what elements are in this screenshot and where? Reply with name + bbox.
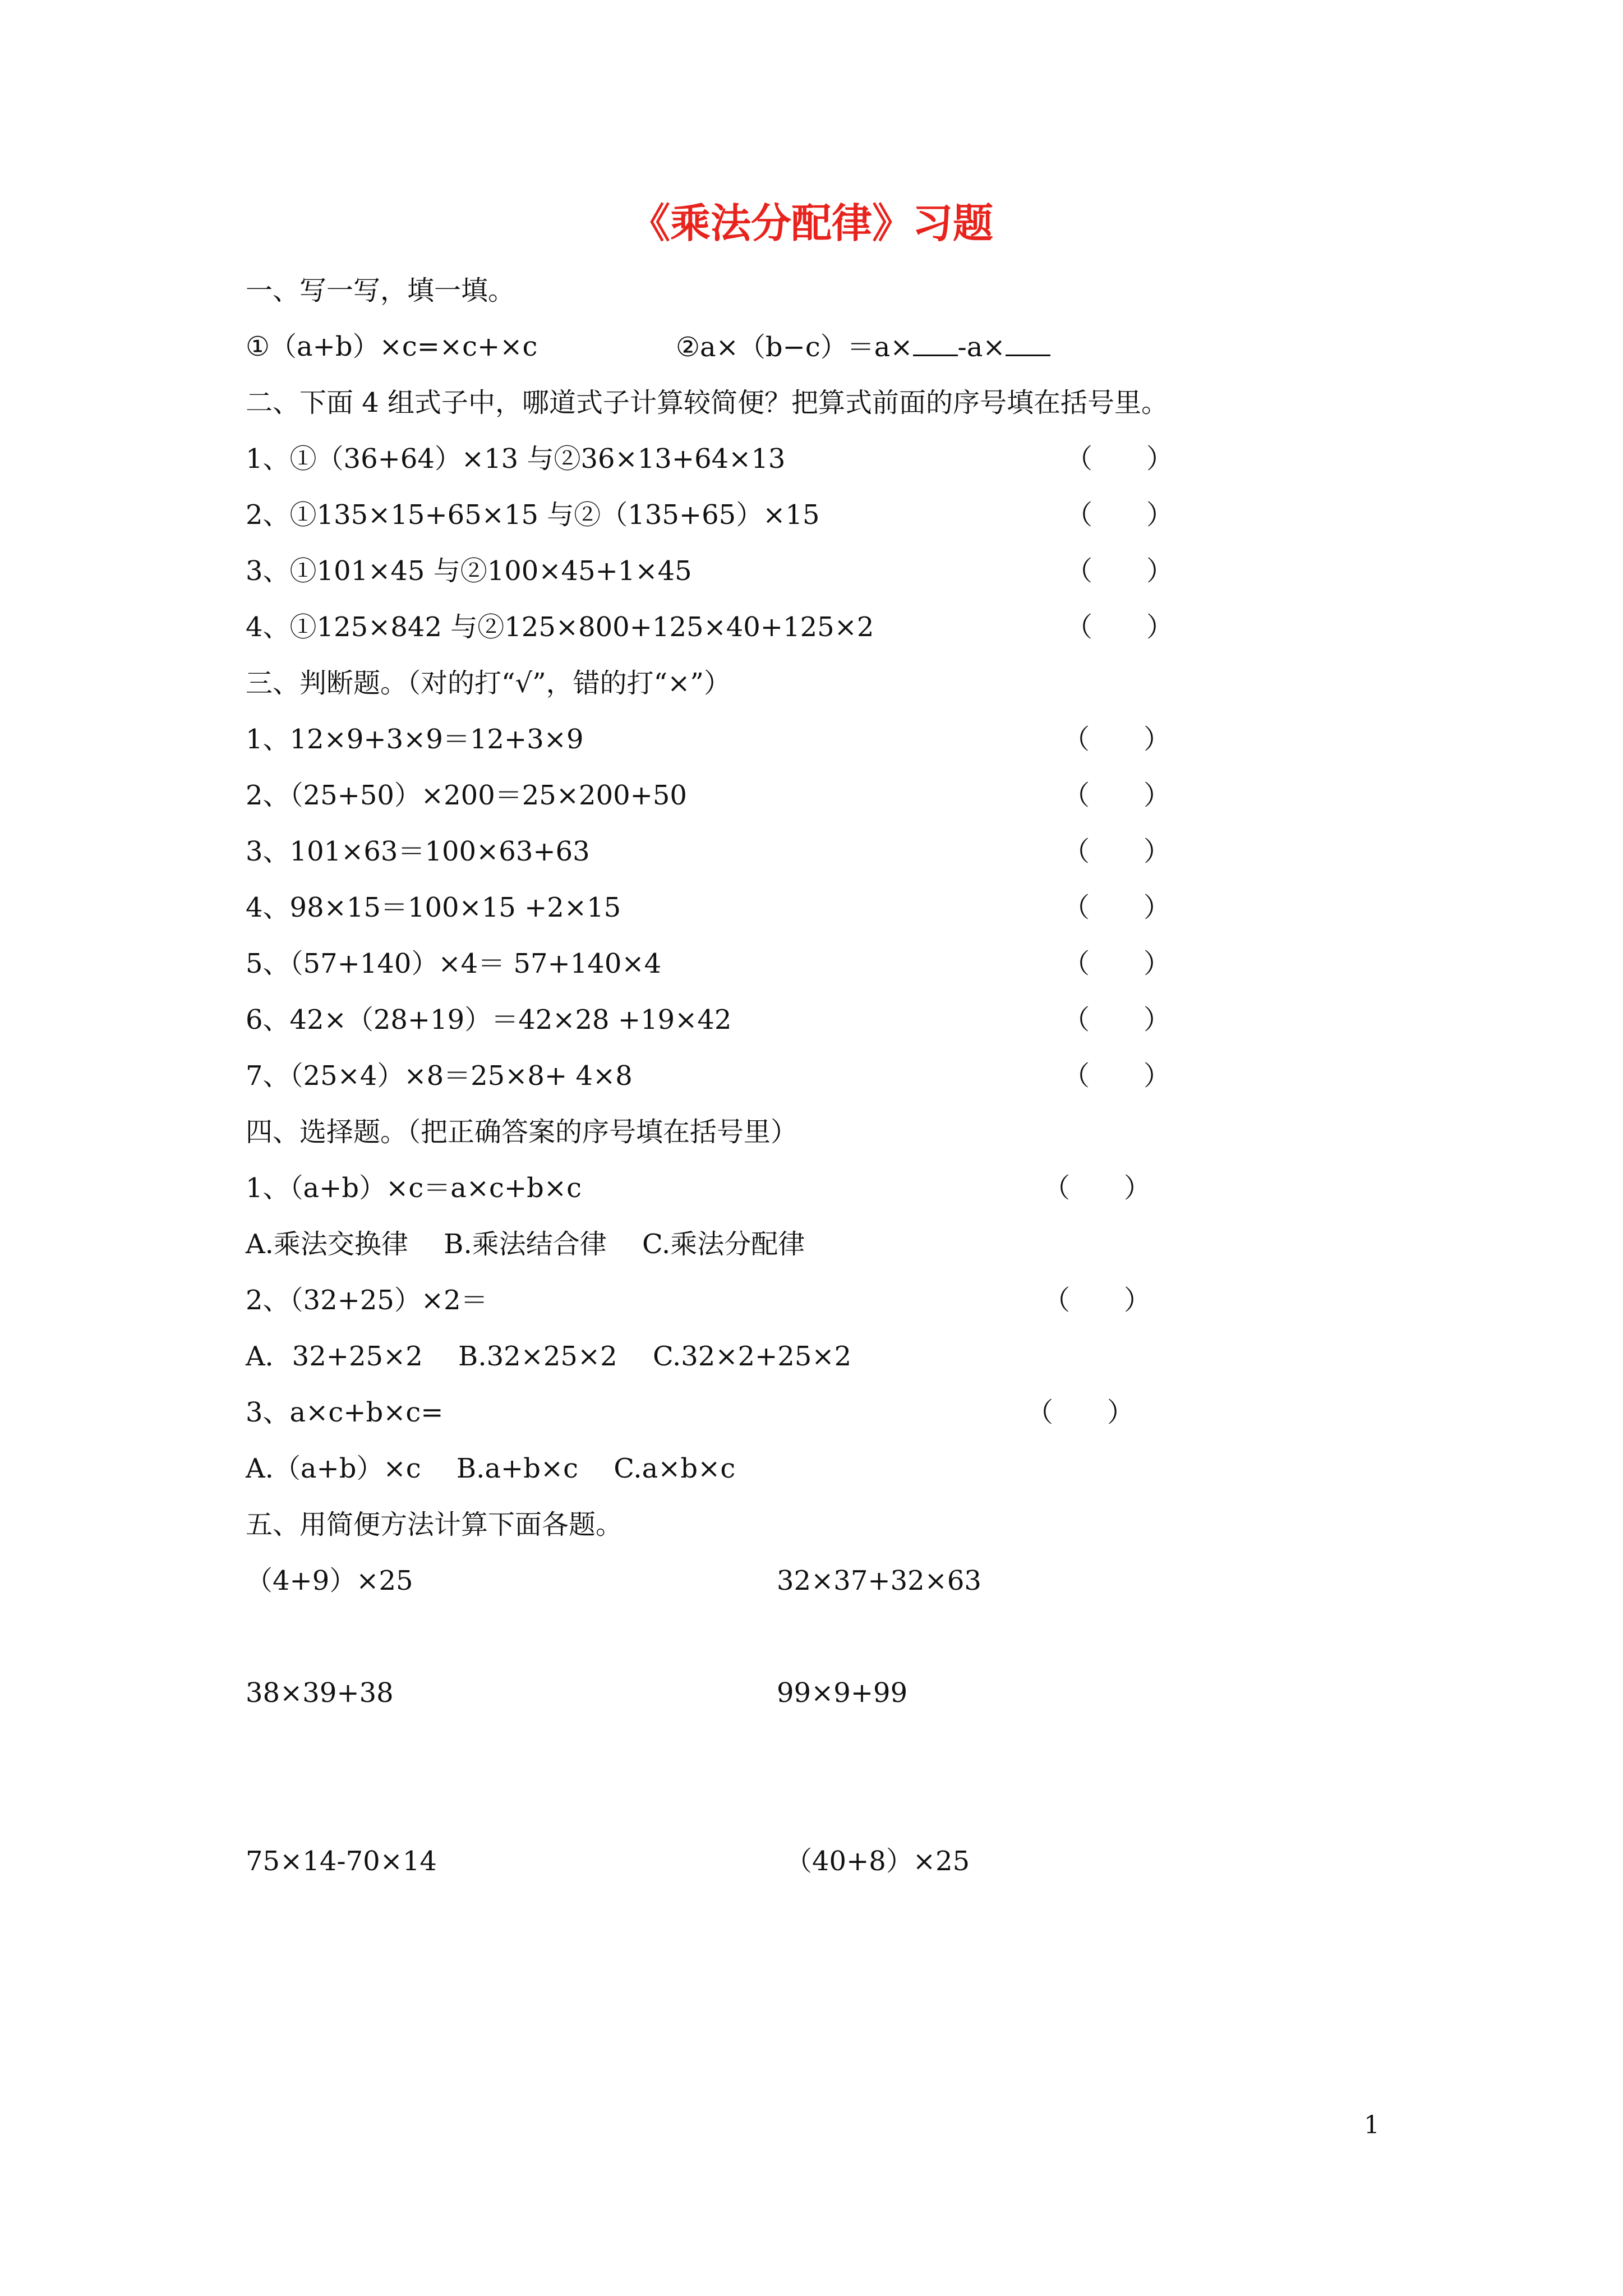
page-title: 《乘法分配律》习题 [629,200,993,247]
answer-paren[interactable]: （ ） [1063,948,1171,979]
section5-heading: 五、用简便方法计算下面各题。 [246,1509,623,1540]
answer-paren[interactable]: （ ） [1066,555,1174,587]
calc-problem-1: （4+9）×25 [246,1565,413,1596]
calc-problem-4: 99×9+99 [777,1677,908,1709]
section4-q1: 1、（a+b）×c＝a×c+b×c [246,1172,582,1204]
section4-q3-options: A.（a+b）×c B.a+b×c C.a×b×c [246,1453,736,1484]
answer-paren[interactable]: （ ） [1066,443,1174,475]
page-number: 1 [1364,2111,1380,2139]
fill-blank[interactable] [913,330,958,356]
section3-heading: 三、判断题。（对的打“√”，错的打“×”） [246,668,731,699]
section2-item-4: 4、①125×842 与②125×800+125×40+125×2 [246,611,874,643]
fill-blank[interactable] [1006,330,1050,356]
section4-q1-options: A.乘法交换律 B.乘法结合律 C.乘法分配律 [246,1228,805,1260]
answer-paren[interactable]: （ ） [1043,1285,1151,1316]
answer-paren[interactable]: （ ） [1063,836,1171,867]
section3-item-4: 4、98×15＝100×15 +2×15 [246,892,621,923]
section2-item-1: 1、①（36+64）×13 与②36×13+64×13 [246,443,786,475]
section3-item-7: 7、（25×4）×8＝25×8+ 4×8 [246,1060,633,1092]
section4-q2-options: A．32+25×2 B.32×25×2 C.32×2+25×2 [246,1341,852,1372]
calc-problem-6: （40+8）×25 [785,1846,970,1877]
answer-paren[interactable]: （ ） [1066,499,1174,531]
section1-item2-prefix: ②a×（b−c）＝a× [676,332,913,363]
section3-item-2: 2、（25+50）×200＝25×200+50 [246,780,687,811]
answer-paren[interactable]: （ ） [1043,1172,1151,1204]
section4-q3: 3、a×c+b×c= [246,1397,444,1428]
calc-problem-3: 38×39+38 [246,1677,394,1709]
section3-item-5: 5、（57+140）×4＝ 57+140×4 [246,948,662,979]
section3-item-1: 1、12×9+3×9＝12+3×9 [246,724,584,755]
section2-heading: 二、下面 4 组式子中，哪道式子计算较简便？把算式前面的序号填在括号里。 [246,387,1169,418]
section1-item1: ①（a+b）×c=×c+×c [246,331,538,362]
section2-item-3: 3、①101×45 与②100×45+1×45 [246,555,692,587]
section3-item-6: 6、42×（28+19）＝42×28 +19×42 [246,1004,732,1036]
section1-heading: 一、写一写，填一填。 [246,275,515,306]
section3-item-3: 3、101×63＝100×63+63 [246,836,590,867]
answer-paren[interactable]: （ ） [1063,1060,1171,1092]
section2-item-2: 2、①135×15+65×15 与②（135+65）×15 [246,499,820,531]
section1-item2 [676,330,1050,364]
answer-paren[interactable]: （ ） [1063,780,1171,811]
answer-paren[interactable]: （ ） [1063,724,1171,755]
calc-problem-2: 32×37+32×63 [777,1565,981,1596]
section4-q2: 2、（32+25）×2＝ [246,1285,488,1316]
answer-paren[interactable]: （ ） [1063,892,1171,923]
calc-problem-5: 75×14-70×14 [246,1846,437,1877]
section1-item2-mid: -a× [957,332,1006,363]
answer-paren[interactable]: （ ） [1026,1397,1135,1428]
answer-paren[interactable]: （ ） [1063,1004,1171,1036]
answer-paren[interactable]: （ ） [1066,611,1174,643]
section4-heading: 四、选择题。（把正确答案的序号填在括号里） [246,1116,798,1148]
